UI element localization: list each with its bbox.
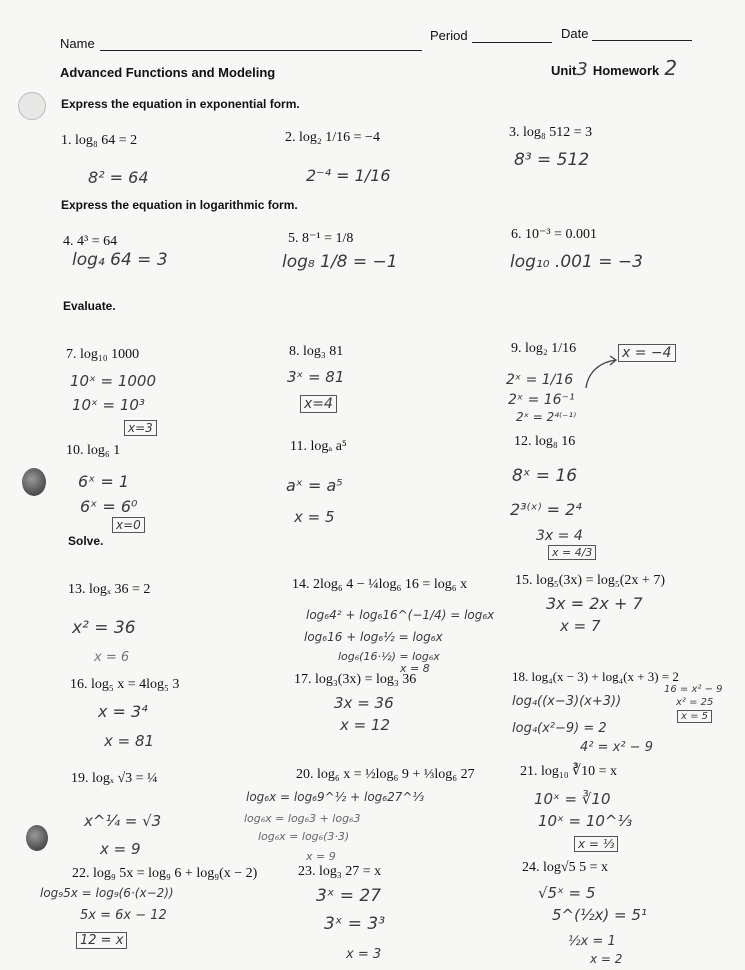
problem-19: 19. logₓ √3 = ¼ <box>71 771 158 786</box>
problem-15: 15. log₅(3x) = log₅(2x + 7) <box>515 573 665 588</box>
problem-19-work-2: x = 9 <box>100 840 141 858</box>
problem-7-answer: x=3 <box>124 420 157 436</box>
problem-14-work-1: log₆4² + log₆16^(−1/4) = log₆x <box>306 608 495 622</box>
problem-13-work-1: x² = 36 <box>72 618 136 638</box>
problem-2-work: 2⁻⁴ = 1/16 <box>306 166 391 185</box>
homework-number-hand: 2 <box>664 56 678 80</box>
problem-19-work-1: x^¼ = √3 <box>84 812 162 830</box>
section-evaluate: Evaluate. <box>63 299 116 313</box>
problem-18-work-4: 16 = x² − 9 <box>664 684 723 695</box>
problem-10-work-1: 6ˣ = 1 <box>78 472 130 491</box>
period-label: Period <box>430 28 468 43</box>
problem-8-answer: x=4 <box>300 395 337 413</box>
problem-1-work: 8² = 64 <box>88 168 149 187</box>
problem-8-work-1: 3ˣ = 81 <box>287 368 345 386</box>
problem-18-work-5: x² = 25 <box>676 697 714 708</box>
problem-24: 24. log√5 5 = x <box>522 860 608 875</box>
section-logarithmic-form: Express the equation in logarithmic form. <box>61 198 298 212</box>
unit-number-hand: 3 <box>576 59 588 80</box>
problem-7: 7. log₁₀ 1000 <box>66 347 140 362</box>
problem-14: 14. 2log₆ 4 − ¼log₆ 16 = log₆ x <box>292 577 468 592</box>
problem-20: 20. log₆ x = ½log₆ 9 + ⅓log₆ 27 <box>296 767 475 782</box>
problem-24-work-4: x = 2 <box>590 952 623 966</box>
problem-9-work-1: 2ˣ = 1/16 <box>506 372 574 388</box>
name-label: Name <box>60 36 95 51</box>
problem-21: 21. log₁₀ ∛10 = x <box>520 764 617 779</box>
problem-16-work-1: x = 3⁴ <box>98 702 148 721</box>
problem-22: 22. log₉ 5x = log₉ 6 + log₉(x − 2) <box>72 866 258 881</box>
problem-14-work-4: x = 8 <box>400 662 430 675</box>
problem-13-work-2: x = 6 <box>94 650 130 665</box>
problem-7-work-2: 10ˣ = 10³ <box>72 396 145 414</box>
problem-15-work-1: 3x = 2x + 7 <box>546 594 643 613</box>
problem-21-work-1: 10ˣ = ∛10 <box>534 790 611 808</box>
punch-hole-middle <box>22 468 46 496</box>
problem-12-answer: x = 4/3 <box>548 545 596 560</box>
punch-hole-top <box>18 92 46 120</box>
problem-23: 23. log₃ 27 = x <box>298 864 382 879</box>
problem-24-work-3: ½x = 1 <box>568 934 616 949</box>
problem-2: 2. log₂ 1/16 = −4 <box>285 130 380 145</box>
problem-3-work: 8³ = 512 <box>514 150 590 170</box>
problem-14-work-2: log₆16 + log₆½ = log₆x <box>304 630 443 644</box>
section-solve: Solve. <box>68 534 104 548</box>
problem-24-work-1: √5ˣ = 5 <box>538 884 596 902</box>
course-title: Advanced Functions and Modeling <box>60 65 276 80</box>
problem-4-work: log₄ 64 = 3 <box>72 250 168 270</box>
problem-23-work-2: 3ˣ = 3³ <box>324 914 386 934</box>
problem-20-work-4: x = 9 <box>306 850 336 863</box>
problem-12-work-1: 8ˣ = 16 <box>512 466 578 486</box>
problem-9-work-3: 2ˣ = 2⁴⁽⁻¹⁾ <box>516 410 577 424</box>
name-line <box>100 50 422 51</box>
problem-10: 10. log₆ 1 <box>66 443 121 458</box>
problem-21-answer: x = ⅓ <box>574 836 618 852</box>
homework-printed: Homework <box>592 63 660 78</box>
problem-9-arrow <box>582 352 622 392</box>
problem-11: 11. logₐ a⁵ <box>290 439 347 454</box>
problem-5: 5. 8⁻¹ = 1/8 <box>288 231 354 246</box>
problem-16: 16. log₅ x = 4log₅ 3 <box>70 677 180 692</box>
date-label: Date <box>561 26 589 41</box>
problem-22-work-2: 5x = 6x − 12 <box>80 908 167 923</box>
problem-11-work-1: aˣ = a⁵ <box>286 476 343 495</box>
problem-20-work-1: log₆x = log₆9^½ + log₆27^⅓ <box>246 790 425 804</box>
problem-23-work-1: 3ˣ = 27 <box>316 886 382 906</box>
problem-9-answer: x = −4 <box>618 344 676 362</box>
problem-18: 18. log₄(x − 3) + log₄(x + 3) = 2 <box>512 669 679 684</box>
problem-17: 17. log₃(3x) = log₃ 36 <box>294 672 417 687</box>
problem-7-work-1: 10ˣ = 1000 <box>70 372 157 390</box>
problem-16-work-2: x = 81 <box>104 732 155 750</box>
unit-homework-heading <box>551 56 677 80</box>
problem-14-work-3: log₆(16·½) = log₆x <box>338 650 440 663</box>
problem-5-work: log₈ 1/8 = −1 <box>282 252 398 272</box>
problem-12-work-3: 3x = 4 <box>536 528 583 544</box>
problem-18-work-2: log₄(x²−9) = 2 <box>512 721 607 736</box>
problem-22-answer: 12 = x <box>76 932 127 949</box>
problem-9-work-2: 2ˣ = 16⁻¹ <box>508 392 575 408</box>
problem-11-work-2: x = 5 <box>294 508 335 526</box>
problem-1: 1. log₈ 64 = 2 <box>61 133 138 148</box>
problem-21-work-2: 10ˣ = 10^⅓ <box>538 812 633 830</box>
period-line <box>472 42 552 43</box>
problem-22-work-1: log₉5x = log₉(6·(x−2)) <box>40 886 174 900</box>
problem-15-work-2: x = 7 <box>560 617 601 635</box>
problem-18-answer: x = 5 <box>677 710 712 723</box>
problem-3: 3. log₈ 512 = 3 <box>509 125 593 140</box>
problem-6-work: log₁₀ .001 = −3 <box>510 252 643 272</box>
problem-20-work-3: log₆x = log₆(3·3) <box>258 830 350 843</box>
problem-4: 4. 4³ = 64 <box>63 234 118 249</box>
problem-12-work-2: 2³⁽ˣ⁾ = 2⁴ <box>510 500 582 519</box>
problem-12: 12. log₈ 16 <box>514 434 576 449</box>
unit-printed: Unit <box>551 63 577 78</box>
problem-10-answer: x=0 <box>112 517 145 533</box>
problem-18-work-1: log₄((x−3)(x+3)) <box>512 694 622 709</box>
punch-hole-bottom <box>26 825 48 851</box>
problem-10-work-2: 6ˣ = 6⁰ <box>80 497 138 516</box>
problem-23-work-3: x = 3 <box>346 947 382 962</box>
problem-17-work-1: 3x = 36 <box>334 694 394 712</box>
problem-18-work-3: 4² = x² − 9 <box>580 740 653 755</box>
problem-24-work-2: 5^(½x) = 5¹ <box>552 906 647 924</box>
section-exponential-form: Express the equation in exponential form. <box>61 97 300 111</box>
date-line <box>592 40 692 41</box>
problem-17-work-2: x = 12 <box>340 716 391 734</box>
problem-20-work-2: log₆x = log₆3 + log₆3 <box>244 812 361 825</box>
problem-8: 8. log₃ 81 <box>289 344 344 359</box>
problem-13: 13. logₓ 36 = 2 <box>68 582 151 597</box>
problem-9: 9. log₂ 1/16 <box>511 341 577 356</box>
problem-6: 6. 10⁻³ = 0.001 <box>511 227 597 242</box>
